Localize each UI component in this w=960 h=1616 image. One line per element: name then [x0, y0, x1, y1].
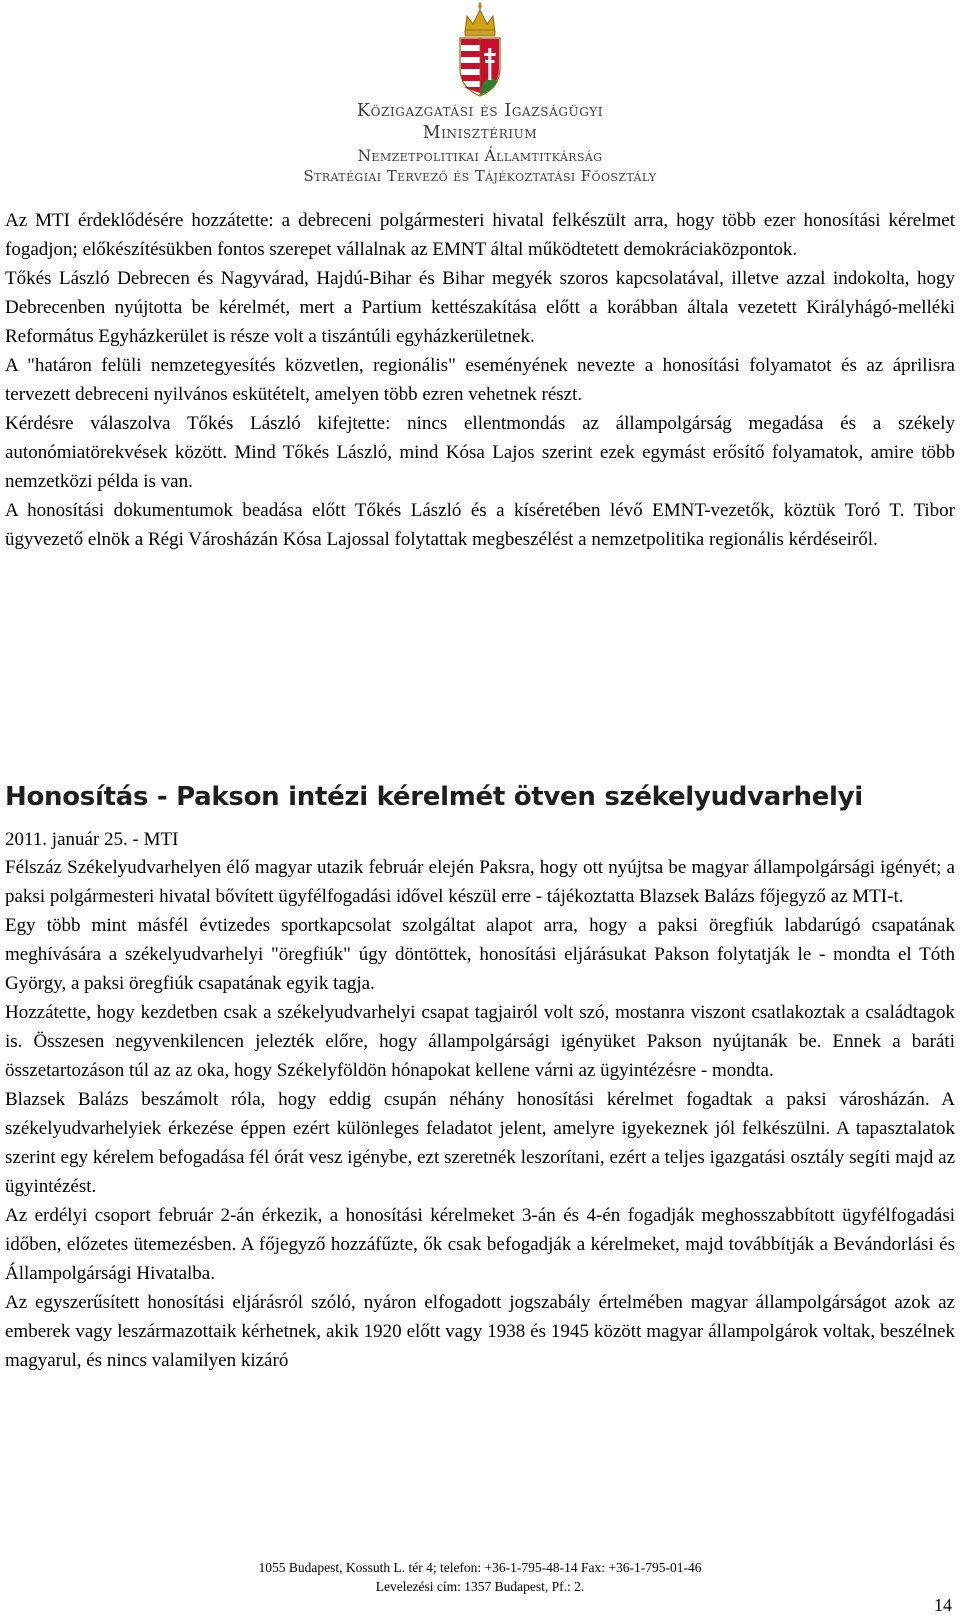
paragraph: Félszáz Székelyudvarhelyen élő magyar utazik február elején Paksra, hogy ott nyújtsa be magyar állampolgársági igényét; a paksi polgármesteri hivatal bővített ügyfélfogadási idővel készül erre - tájékoztatta Blazsek Balázs főjegyző az MTI-t.: [5, 857, 955, 907]
letterhead: [0, 0, 960, 190]
paragraph: Blazsek Balázs beszámolt róla, hogy eddig csupán néhány honosítási kérelmet fogadtak a paksi városházán. A székelyudvarhelyiek érkezése éppen ezért különleges feladatot jelent, amelyre igyekeznek jól felkészülni. A tapasztalatok szerint egy kérelem befogadása fél órát vesz igénybe, ezt szeretnék leszorítani, ezért a teljes igazgatási osztály segíti majd az ügyintézést.: [5, 1089, 955, 1197]
footer-address: 1055 Budapest, Kossuth L. tér 4; telefon: +36-1-795-48-14 Fax: +36-1-795-01-46: [258, 1560, 702, 1575]
paragraph: Az egyszerűsített honosítási eljárásról szóló, nyáron elfogadott jogszabály értelmében magyar állampolgárságot azok az emberek vagy leszármazottaik kérhetnek, akik 1920 előtt vagy 1938 és 1945 között magyar állampolgárok voltak, beszélnek magyarul, és nincs valamilyen kizáró: [5, 1292, 955, 1371]
paragraph: Az MTI érdeklődésére hozzátette: a debreceni polgármesteri hivatal felkészült arra, hogy több ezer honosítási kérelmet fogadjon; előkészítésükben fontos szerepet vállalnak az EMNT által működtetett demokráciaközpontok.: [5, 210, 955, 260]
ministry-line-1: Közigazgatási és Igazságügyi: [356, 101, 604, 121]
paragraph: A honosítási dokumentumok beadása előtt Tőkés László és a kíséretében lévő EMNT-vezetők, köztük Toró T. Tibor ügyvezető elnök a Régi Városházán Kósa Lajossal folytattak megbeszélést a nemzetpolitika regionális kérdéseiről.: [5, 500, 955, 550]
ministry-line-2: Minisztérium: [422, 123, 538, 143]
article-2-body: [5, 853, 955, 1375]
article-1-body: [5, 206, 955, 554]
paragraph: Tőkés László Debrecen és Nagyvárad, Hajdú-Bihar és Bihar megyék szoros kapcsolatával, illetve azzal indokolta, hogy Debrecenben nyújtotta be kérelmét, mert a Partium kettészakítása előtt a korábban általa vezetett Királyhágó-melléki Református Egyházkerület is része volt a tiszántúli egyházkerületnek.: [5, 268, 955, 347]
ministry-line-3: Nemzetpolitikai Államtitkárság: [357, 147, 603, 165]
hungarian-coat-of-arms-icon: [455, 2, 505, 98]
ministry-name: [260, 100, 700, 186]
article-2-title: Honosítás - Pakson intézi kérelmét ötven székelyudvarhelyi: [5, 782, 863, 812]
footer-mail-address: Levelezési cím: 1357 Budapest, Pf.: 2.: [375, 1579, 585, 1594]
page-footer: [0, 1558, 960, 1596]
paragraph: Egy több mint másfél évtizedes sportkapcsolat szolgáltat alapot arra, hogy a paksi öregfiúk labdarúgó csapatának meghívására a székelyudvarhelyi "öregfiúk" úgy döntöttek, honosítási eljárásukat Pakson folytatják le - mondta el Tóth György, a paksi öregfiúk csapatának egyik tagja.: [5, 915, 955, 994]
paragraph: Hozzátette, hogy kezdetben csak a székelyudvarhelyi csapat tagjairól volt szó, mostanra viszont csatlakoztak a családtagok is. Összesen negyvenkilencen jelezték előre, hogy állampolgársági igényüket Pakson nyújtanák be. Ennek a baráti összetartozáson túl az az oka, hogy Székelyföldön hónapokat kellene várni az ügyintézésre - mondta.: [5, 1002, 955, 1081]
ministry-line-4: Stratégiai Tervező és Tájékoztatási Főosztály: [303, 167, 657, 185]
paragraph: Kérdésre válaszolva Tőkés László kifejtette: nincs ellentmondás az állampolgárság megadása és a székely autonómiatörekvések között. Mind Tőkés László, mind Kósa Lajos szerint ezek egymást erősítő folyamatok, amire több nemzetközi példa is van.: [5, 413, 955, 492]
paragraph: Az erdélyi csoport február 2-án érkezik, a honosítási kérelmeket 3-án és 4-én fogadják meghosszabbított ügyfélfogadási időben, előzetes ütemezésben. A főjegyző hozzáfűzte, ők csak befogadják a kérelmeket, majd továbbítják a Bevándorlási és Állampolgársági Hivatalba.: [5, 1205, 955, 1284]
paragraph: A "határon felüli nemzetegyesítés közvetlen, regionális" eseményének nevezte a honosítási folyamatot és az áprilisra tervezett debreceni nyilvános eskütételt, amelyen több ezren vehetnek részt.: [5, 355, 955, 405]
page-number: 14: [934, 1595, 952, 1615]
article-2-date: 2011. január 25. - MTI: [5, 829, 179, 850]
